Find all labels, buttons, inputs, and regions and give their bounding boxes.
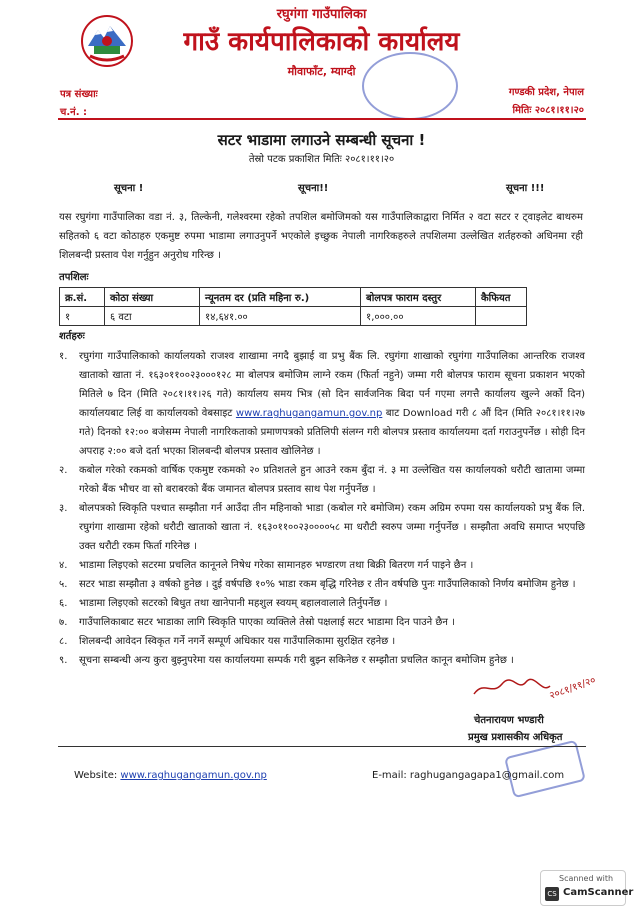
table-label: तपशिलः (59, 272, 89, 283)
notice-call-3: सूचना !!! (506, 183, 545, 194)
footer-email[interactable]: E-mail: raghugangagapa1@gmail.com (372, 770, 565, 781)
footer-website (74, 770, 267, 781)
condition-item (59, 461, 585, 499)
office-address: मौवाफाँट, म्याग्दी (287, 65, 356, 78)
camscanner-label: CamScanner (563, 887, 634, 898)
table-cell (476, 307, 527, 326)
notice-call-1: सूचना ! (114, 183, 144, 194)
officer-stamp-icon (504, 740, 586, 799)
table-cell: १,०००.०० (361, 307, 476, 326)
notice-title: सटर भाडामा लगाउने सम्बन्धी सूचना ! (217, 131, 426, 149)
table-header: कैफियत (476, 288, 527, 307)
office-stamp-icon (362, 52, 458, 120)
signature-date: २०८१/११/२० (548, 674, 598, 702)
condition-number: ७. (59, 617, 68, 628)
table-header: कोठा संख्या (105, 288, 200, 307)
scanned-with-label: Scanned with (559, 874, 614, 883)
condition-number: ५. (59, 579, 68, 590)
table-header-row (60, 288, 527, 307)
table-header: बोलपत्र फाराम दस्तुर (361, 288, 476, 307)
table-cell: ६ वटा (105, 307, 200, 326)
condition-number: ६. (59, 598, 68, 609)
intro-paragraph: यस रघुगंगा गाउँपालिका वडा नं. ३, तिल्केनी, गलेश्वरमा रहेको तपशिल बमोजिमको यस गाउँपालिकाद्वारा निर्मित २ वटा सटर र ट्वाइलेट बाथरुम सहितको ६ वटा कोठाहरु एकमुष्ट रुपमा भाडामा लगाउनुपर्ने भएकोले इच्छुक नेपाली नागरिकहरुले तपशिलमा उल्लेखित शर्तहरुको अधिनमा रही शिलबन्दी प्रस्ताव पेश गर्नुहुन अनुरोध गरिन्छ । (59, 212, 583, 261)
condition-text: सूचना सम्बन्धी अन्य कुरा बुझ्नुपरेमा यस कार्यालयमा सम्पर्क गरी बुझ्न सकिनेछ र सम्झौता प्रचलित कानून बमोजिम हुनेछ । (79, 655, 514, 666)
condition-number: ३. (59, 503, 68, 514)
condition-item (59, 632, 585, 651)
condition-number: ९. (59, 655, 68, 666)
condition-text (79, 347, 585, 461)
notice-call-2: सूचना!! (298, 183, 329, 194)
condition-item (59, 575, 585, 594)
condition-text: गाउँपालिकाबाट सटर भाडाका लागि स्विकृति पाएका व्यक्तिले तेस्रो पक्षलाई सटर भाडामा दिन पाउने छैन । (79, 617, 455, 628)
letter-no-label: पत्र संख्याः (60, 89, 98, 100)
website-link[interactable]: www.raghugangamun.gov.np (235, 408, 383, 419)
condition-item (59, 613, 585, 632)
condition-number: २. (59, 465, 68, 476)
condition-number: १. (59, 351, 68, 362)
signatory-name: चेतनारायण भण्डारी (474, 715, 544, 726)
condition-text: कबोल गरेको रकमको वार्षिक एकमुष्ट रकमको २० प्रतिशतले हुन आउने रकम बुँदा नं. ३ मा उल्लेखित यस कार्यालयको धरौटी खातामा जम्मा गरेको बैंक भौचर वा सो बराबरको बैंक जमानत बोलपत्र प्रस्ताव साथ पेश गर्नुपर्नेछ । (79, 465, 585, 495)
footer-divider (58, 746, 586, 747)
municipality-name: रघुगंगा गाउँपालिका (276, 7, 367, 22)
condition-item (59, 594, 585, 613)
website-label: Website: (74, 770, 118, 781)
condition-item (59, 651, 585, 670)
table-row (60, 307, 527, 326)
province: गण्डकी प्रदेश, नेपाल (508, 87, 584, 98)
signatory-designation: प्रमुख प्रशासकीय अधिकृत (468, 732, 563, 743)
notice-subtitle: तेस्रो पटक प्रकाशित मितिः २०८१।११।२० (248, 154, 395, 165)
table-cell: १ (60, 307, 105, 326)
condition-text: सटर भाडा सम्झौता ३ वर्षको हुनेछ । दुई वर्षपछि १०% भाडा रकम बृद्धि गरिनेछ र तीन वर्षपछि पुनः गाउँपालिकाको निर्णय बमोजिम हुनेछ । (79, 579, 576, 590)
dispatch-no-label: च.नं. : (60, 107, 87, 118)
condition-item (59, 347, 585, 461)
office-name: गाउँ कार्यपालिकाको कार्यालय (183, 27, 460, 57)
condition-number: ४. (59, 560, 68, 571)
camscanner-badge (540, 870, 634, 906)
table-header: क्र.सं. (60, 288, 105, 307)
footer-website-link[interactable]: www.raghugangamun.gov.np (120, 770, 267, 781)
date: मितिः २०८१।११।२० (512, 105, 584, 116)
condition-text: भाडामा लिइएको सटरको बिधुत तथा खानेपानी महशुल स्वयम् बहालवालाले तिर्नुपर्नेछ । (79, 598, 388, 609)
condition-number: ८. (59, 636, 68, 647)
condition-text-part: बाट Download गरी ८ औं दिन (मिति २०८१।११।२७ गते) दिनको १२:०० बजेसम्म नेपाली नागरिकताको प्रमाणपत्रको प्रतिलिपी संलग्न गरी बोलपत्र प्रस्ताव कार्यालयमा दर्ता गराउनुपर्नेछ । सोही दिन अपराह २:०० बजे दर्ता भएका शिलबन्दी बोलपत्र प्रस्ताव खोलिनेछ । (79, 408, 585, 457)
condition-text: बोलपत्रको स्विकृति पश्चात सम्झौता गर्न आउँदा तीन महिनाको भाडा (कबोल गरे बमोजिम) रकम अग्रिम रुपमा यस कार्यालयको प्रभु बैंक लि. रघुगंगा शाखामा रहेको धरौटी खाताको खाता नं. १६३०११००२३००००५८ मा धरौटी स्वरुप जम्मा गर्नुपर्नेछ । सम्झौता अवधि समाप्त भएपछि उक्त धरौटी रकम फिर्ता गरिनेछ । (79, 503, 585, 552)
condition-text: शिलबन्दी आवेदन स्विकृत गर्ने नगर्ने सम्पूर्ण अधिकार यस गाउँपालिकामा सुरक्षित रहनेछ । (79, 636, 396, 647)
header-divider (58, 118, 586, 120)
condition-item (59, 499, 585, 556)
table-header: न्यूनतम दर (प्रति महिना रु.) (200, 288, 361, 307)
camscanner-logo-icon: CS (545, 887, 559, 901)
details-table (59, 287, 527, 326)
condition-text-part: रघुगंगा गाउँपालिकाको कार्यालयको राजश्व शाखामा नगदै बुझाई वा प्रभु बैंक लि. रघुगंगा शाखाको रघुगंगा गाउँपालिका आन्तरिक राजश्व खाताको खाता नं. १६३०११००२३०००१२८ मा बोलपत्र बमोजिम लाग्ने रकम (फिर्ता नहुने) जम्मा गरी बोलपत्र फाराम सूचना प्रकाशन भएको मितिले ७ दिन (मिति २०८१।११।२६ गते) कार्यालय समय भित्र (सो दिन सार्वजनिक बिदा पर्न गएमा लगत्तै कार्यालय खुल्ने अर्को दिन) कार्यालयबाट लिई वा कार्यालयको वेबसाइट (79, 351, 585, 419)
table-cell: १४,६४१.०० (200, 307, 361, 326)
condition-item (59, 556, 585, 575)
conditions-list (59, 347, 585, 670)
conditions-label: शर्तहरुः (59, 331, 85, 342)
condition-text: भाडामा लिइएको सटरमा प्रचलित कानूनले निषेध गरेका सामानहरु भण्डारण तथा बिक्री बितरण गर्न पाइने छैन । (79, 560, 474, 571)
